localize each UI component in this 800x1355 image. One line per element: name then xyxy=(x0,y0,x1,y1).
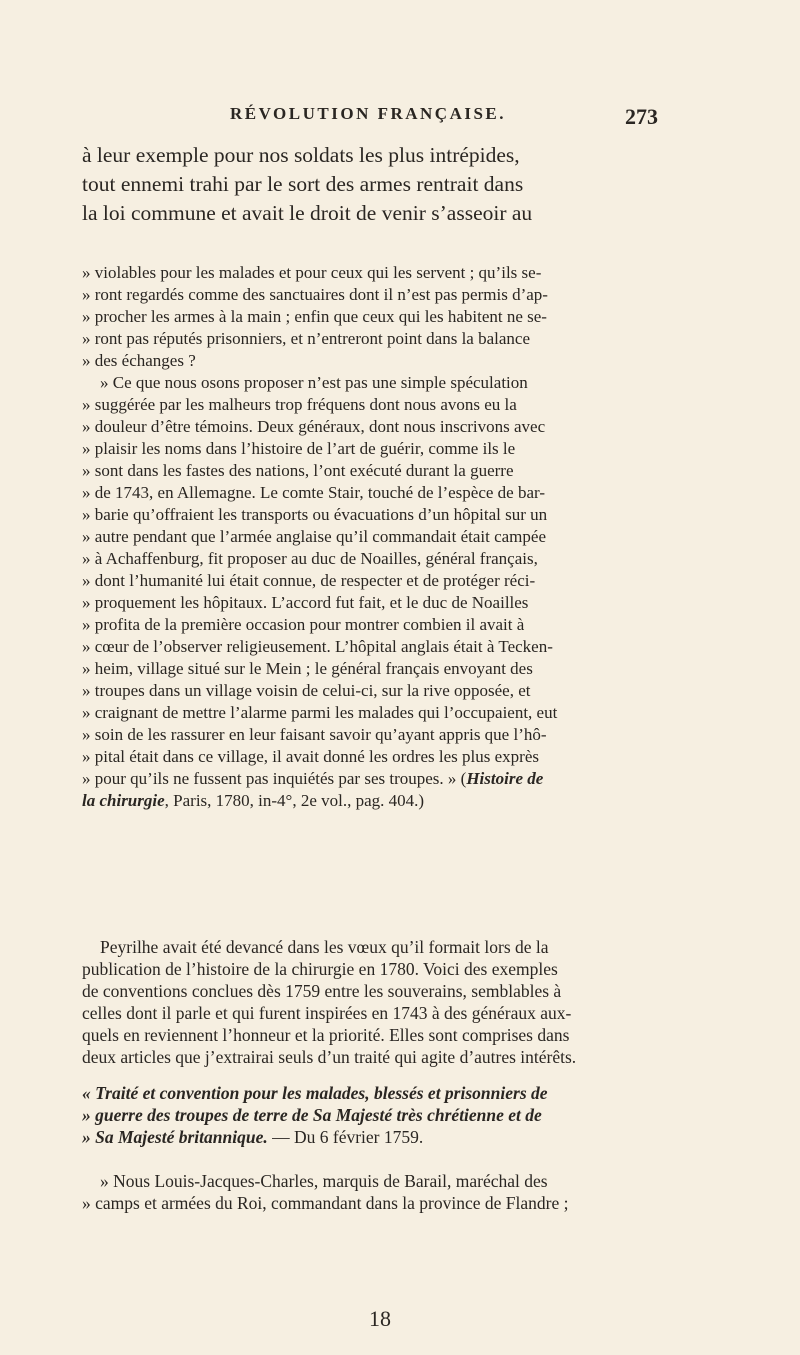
treaty-title-line xyxy=(82,1126,662,1148)
footnote-line: » dont l’humanité lui était connue, de respecter et de protéger réci- xyxy=(82,571,536,590)
treaty-title-end: » Sa Majesté britannique. xyxy=(82,1127,268,1147)
text-line: la loi commune et avait le droit de venir s’asseoir au xyxy=(82,201,533,225)
page-number: 273 xyxy=(625,104,658,129)
footnote-line: » Ce que nous osons proposer n’est pas une simple spéculation xyxy=(100,373,528,392)
footnote-line: » suggérée par les malheurs trop fréquens dont nous avons eu la xyxy=(82,395,517,414)
treaty-title-line: « Traité et convention pour les malades, blessés et prisonniers de xyxy=(82,1083,548,1103)
treaty-date: — Du 6 février 1759. xyxy=(267,1127,424,1147)
footnote-line: » violables pour les malades et pour ceux qui les servent ; qu’ils se- xyxy=(82,263,542,282)
spacer xyxy=(82,1148,662,1170)
footnote-line: » proquement les hôpitaux. L’accord fut fait, et le duc de Noailles xyxy=(82,593,529,612)
text-line: de conventions conclues dès 1759 entre les souverains, semblables à xyxy=(82,981,562,1001)
page-header xyxy=(78,104,658,130)
footnote-line: » heim, village situé sur le Mein ; le général français envoyant des xyxy=(82,659,533,678)
running-title: RÉVOLUTION FRANÇAISE. xyxy=(230,104,507,123)
footnote-line: » troupes dans un village voisin de celui-ci, sur la rive opposée, et xyxy=(82,681,531,700)
footnote-line: » profita de la première occasion pour montrer combien il avait à xyxy=(82,615,525,634)
body-paragraph xyxy=(82,936,662,1068)
footnote-line: » cœur de l’observer religieusement. L’hôpital anglais était à Tecken- xyxy=(82,637,553,656)
citation-details: , Paris, 1780, in-4°, 2e vol., pag. 404.) xyxy=(164,791,425,810)
signature-mark: 18 xyxy=(369,1306,391,1331)
footnote-line: » plaisir les noms dans l’histoire de l’art de guérir, comme ils le xyxy=(82,439,516,458)
footnote-line: » ront pas réputés prisonniers, et n’entreront point dans la balance xyxy=(82,329,531,348)
footnote-line: » autre pendant que l’armée anglaise qu’il commandait était campée xyxy=(82,527,546,546)
citation-title: la chirurgie xyxy=(82,791,165,810)
treaty-text-line: » Nous Louis-Jacques-Charles, marquis de Barail, maréchal des xyxy=(100,1171,548,1191)
treaty-block xyxy=(82,1082,662,1214)
text-line: Peyrilhe avait été devancé dans les vœux qu’il formait lors de la xyxy=(100,937,549,957)
footnote-line: » à Achaffenburg, fit proposer au duc de Noailles, général français, xyxy=(82,549,538,568)
footnote-line: » sont dans les fastes des nations, l’ont exécuté durant la guerre xyxy=(82,461,514,480)
footnote-line: » pital était dans ce village, il avait donné les ordres les plus exprès xyxy=(82,747,539,766)
text-line: quels en reviennent l’honneur et la priorité. Elles sont comprises dans xyxy=(82,1025,570,1045)
text-line: celles dont il parle et qui furent inspirées en 1743 à des généraux aux- xyxy=(82,1003,572,1023)
text-line: deux articles que j’extrairai seuls d’un traité qui agite d’autres intérêts. xyxy=(82,1047,577,1067)
footnote-line: » des échanges ? xyxy=(82,351,196,370)
citation-title: Histoire de xyxy=(466,769,544,788)
treaty-text-line: » camps et armées du Roi, commandant dans la province de Flandre ; xyxy=(82,1193,569,1213)
footnote-line xyxy=(82,790,662,812)
footnote-line: » barie qu’offraient les transports ou évacuations d’un hôpital sur un xyxy=(82,505,548,524)
footnote-line: » craignant de mettre l’alarme parmi les malades qui l’occupaient, eut xyxy=(82,703,558,722)
text-line: à leur exemple pour nos soldats les plus intrépides, xyxy=(82,143,520,167)
footnote-line: » douleur d’être témoins. Deux généraux, dont nous inscrivons avec xyxy=(82,417,546,436)
text-line: tout ennemi trahi par le sort des armes rentrait dans xyxy=(82,172,524,196)
footnote-line: » ront regardés comme des sanctuaires dont il n’est pas permis d’ap- xyxy=(82,285,548,304)
footnote-line: » procher les armes à la main ; enfin que ceux qui les habitent ne se- xyxy=(82,307,547,326)
footnote-line: » de 1743, en Allemagne. Le comte Stair, touché de l’espèce de bar- xyxy=(82,483,545,502)
footnote xyxy=(82,262,662,812)
footnote-line xyxy=(82,768,662,790)
main-text xyxy=(82,141,662,228)
text-line: publication de l’histoire de la chirurgie en 1780. Voici des exemples xyxy=(82,959,558,979)
footnote-text: » pour qu’ils ne fussent pas inquiétés par ses troupes. » ( xyxy=(82,769,467,788)
footnote-line: » soin de les rassurer en leur faisant savoir qu’ayant appris que l’hô- xyxy=(82,725,547,744)
treaty-title-line: » guerre des troupes de terre de Sa Majesté très chrétienne et de xyxy=(82,1105,542,1125)
